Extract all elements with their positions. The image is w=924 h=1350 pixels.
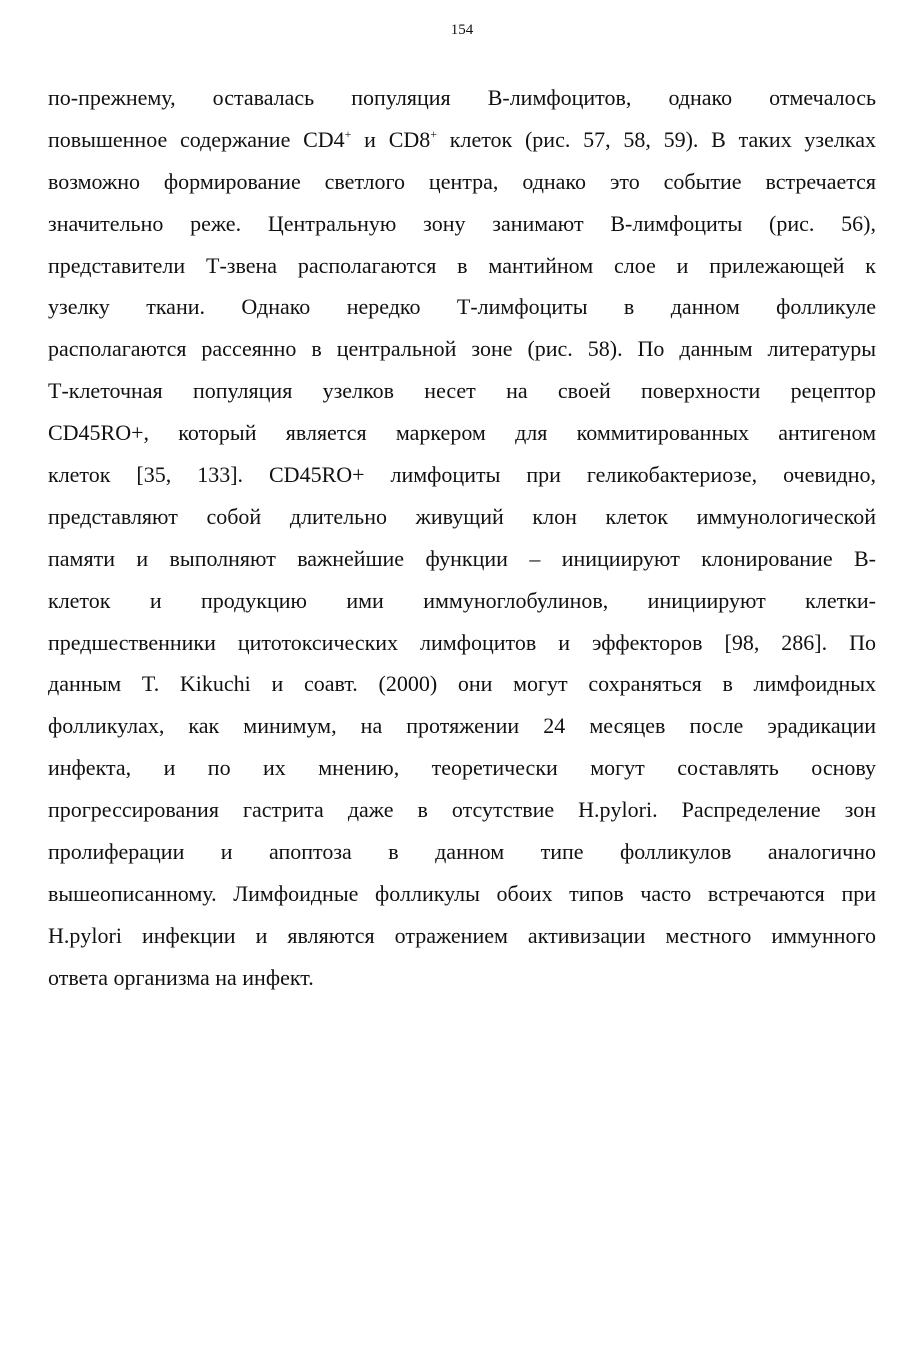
superscript-plus: + bbox=[344, 126, 352, 141]
text-fragment: и CD8 bbox=[351, 126, 431, 152]
text-line: CD45RO+, который является маркером для коммитированных антигеном bbox=[48, 420, 876, 446]
text-line: вышеописанному. Лимфоидные фолликулы обоих типов часто встречаются при bbox=[48, 880, 876, 906]
text-line: узелку ткани. Однако нередко Т-лимфоциты в данном фолликуле bbox=[48, 294, 876, 320]
text-line: Т-клеточная популяция узелков несет на своей поверхности рецептор bbox=[48, 378, 876, 404]
text-line: H.pylori инфекции и являются отражением активизации местного иммунного bbox=[48, 922, 876, 948]
text-line: пролиферации и апоптоза в данном типе фолликулов аналогично bbox=[48, 839, 876, 865]
text-line: инфекта, и по их мнению, теоретически могут составлять основу bbox=[48, 755, 876, 781]
text-line: представляют собой длительно живущий клон клеток иммунологической bbox=[48, 503, 876, 529]
superscript-plus: + bbox=[430, 126, 438, 141]
text-line: по-прежнему, оставалась популяция В-лимфоцитов, однако отмечалось bbox=[48, 85, 876, 110]
text-line: памяти и выполняют важнейшие функции – инициируют клонирование В- bbox=[48, 545, 876, 571]
text-line: фолликулах, как минимум, на протяжении 24 месяцев после эрадикации bbox=[48, 713, 876, 739]
body-paragraph bbox=[48, 77, 876, 999]
text-fragment: клеток (рис. 57, 58, 59). В таких узелках bbox=[437, 126, 876, 152]
text-line: прогрессирования гастрита даже в отсутствие H.pylori. Распределение зон bbox=[48, 797, 876, 823]
text-line bbox=[48, 119, 876, 161]
text-line: предшественники цитотоксических лимфоцитов и эффекторов [98, 286]. По bbox=[48, 629, 876, 655]
text-line: клеток и продукцию ими иммуноглобулинов, инициируют клетки- bbox=[48, 587, 876, 613]
text-line: значительно реже. Центральную зону занимают В-лимфоциты (рис. 56), bbox=[48, 210, 876, 236]
text-fragment: повышенное содержание CD4 bbox=[48, 126, 345, 152]
text-line: возможно формирование светлого центра, однако это событие встречается bbox=[48, 168, 876, 194]
text-line: клеток [35, 133]. CD45RO+ лимфоциты при геликобактериозе, очевидно, bbox=[48, 462, 876, 488]
text-line: данным T. Kikuchi и соавт. (2000) они могут сохраняться в лимфоидных bbox=[48, 671, 876, 697]
text-line: ответа организма на инфект. bbox=[48, 964, 314, 990]
text-line: располагаются рассеянно в центральной зоне (рис. 58). По данным литературы bbox=[48, 336, 876, 362]
page-number: 154 bbox=[450, 22, 474, 38]
text-line: представители Т-звена располагаются в мантийном слое и прилежающей к bbox=[48, 252, 876, 278]
